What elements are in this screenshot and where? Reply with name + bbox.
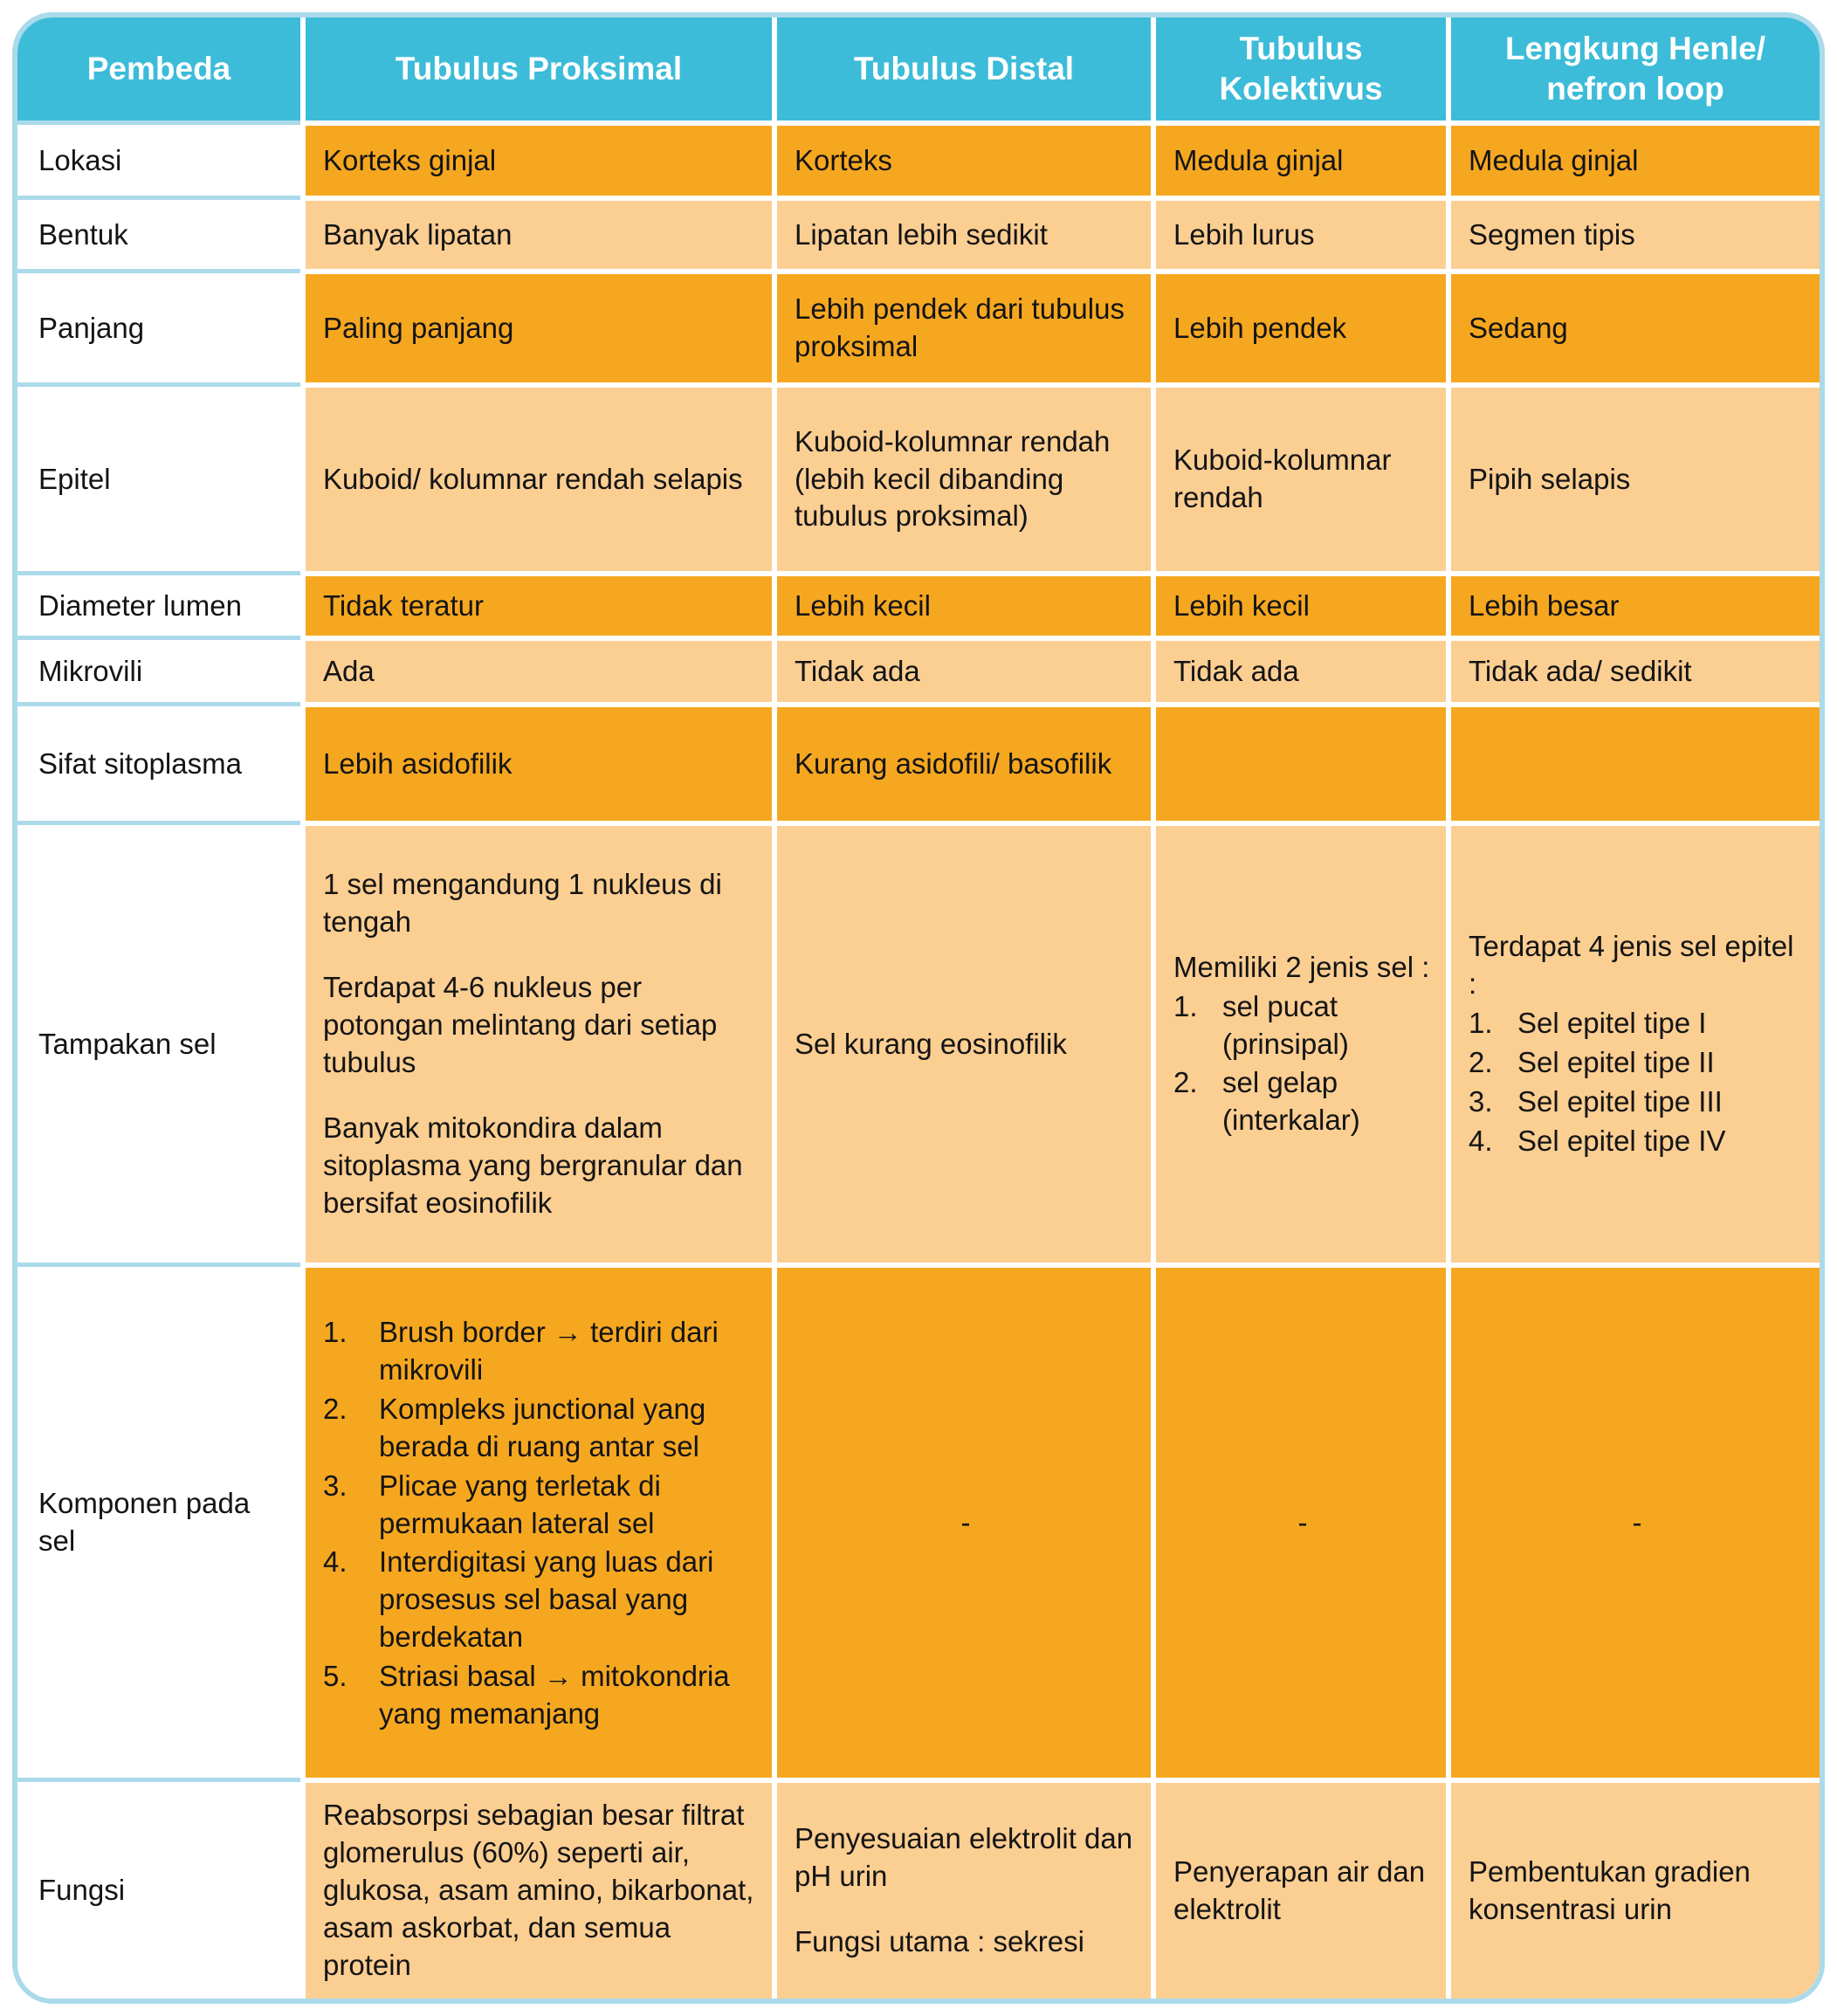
list-text: Sel epitel tipe II xyxy=(1517,1046,1715,1078)
cell-paragraph: Reabsorpsi sebagian besar filtrat glomerulus (60%) seperti air, glukosa, asam amino, bikarbonat, asam askorbat, dan semua protein xyxy=(323,1799,754,1981)
cell-paragraph: Banyak mitokondira dalam sitoplasma yang bergranular dan bersifat eosinofilik xyxy=(323,1111,743,1219)
row-label-bentuk: Bentuk xyxy=(17,201,300,269)
data-cell-lokasi-col1 xyxy=(306,126,772,196)
cell-paragraph: Fungsi utama : sekresi xyxy=(795,1924,1084,1958)
data-cell-diameter-lumen-col3 xyxy=(1156,576,1446,636)
list-item xyxy=(323,1468,758,1543)
list-item xyxy=(323,1314,758,1389)
cell-paragraph: Tidak teratur xyxy=(323,588,485,622)
list-number: 3. xyxy=(323,1469,347,1502)
cell-paragraph: Lebih pendek xyxy=(1173,311,1347,344)
row-label-panjang: Panjang xyxy=(17,274,300,382)
row-label-lokasi: Lokasi xyxy=(17,126,300,196)
row-label-tampakan-sel: Tampakan sel xyxy=(17,826,300,1263)
data-cell-bentuk-col3 xyxy=(1156,201,1446,269)
data-cell-fungsi-col4 xyxy=(1451,1783,1820,1999)
column-header-tubulus-proksimal: Tubulus Proksimal xyxy=(306,17,772,120)
data-cell-panjang-col2 xyxy=(777,274,1151,382)
data-cell-tampakan-sel-col2 xyxy=(777,826,1151,1263)
data-cell-epitel-col1 xyxy=(306,388,772,571)
list-item xyxy=(1469,1044,1806,1082)
column-header-tubulus-distal: Tubulus Distal xyxy=(777,17,1151,120)
data-cell-tampakan-sel-col4 xyxy=(1451,826,1820,1263)
cell-paragraph: Lebih kecil xyxy=(1173,588,1310,622)
cell-paragraph: Korteks ginjal xyxy=(323,143,497,176)
list-number: 2. xyxy=(323,1392,347,1425)
cell-paragraph: Lebih kecil xyxy=(795,588,931,622)
data-cell-epitel-col3 xyxy=(1156,388,1446,571)
column-header-tubulus-kolektivus: Tubulus Kolektivus xyxy=(1156,17,1446,120)
cell-paragraph: Sel kurang eosinofilik xyxy=(795,1027,1067,1060)
cell-paragraph: Kuboid/ kolumnar rendah selapis xyxy=(323,462,743,495)
data-cell-fungsi-col3 xyxy=(1156,1783,1446,1999)
cell-paragraph: Segmen tipis xyxy=(1469,217,1635,251)
data-cell-mikrovili-col1 xyxy=(306,641,772,702)
data-cell-mikrovili-col2 xyxy=(777,641,1151,702)
list-text: Interdigitasi yang luas dari prosesus sel basal yang berdekatan xyxy=(379,1545,714,1654)
cell-paragraph: Medula ginjal xyxy=(1469,143,1639,176)
data-cell-diameter-lumen-col4 xyxy=(1451,576,1820,636)
data-cell-panjang-col3 xyxy=(1156,274,1446,382)
row-label-fungsi: Fungsi xyxy=(17,1783,300,1999)
list-text: Sel epitel tipe IV xyxy=(1517,1124,1726,1157)
cell-paragraph: Pembentukan gradien konsentrasi urin xyxy=(1469,1854,1751,1925)
data-cell-fungsi-col2 xyxy=(777,1783,1151,1999)
column-header-pembeda: Pembeda xyxy=(17,17,300,120)
data-cell-lokasi-col2 xyxy=(777,126,1151,196)
row-label-epitel: Epitel xyxy=(17,388,300,571)
list-number: 2. xyxy=(1469,1046,1493,1078)
data-cell-fungsi-col1 xyxy=(306,1783,772,1999)
data-cell-epitel-col2 xyxy=(777,388,1151,571)
data-cell-sifat-sitoplasma-col3 xyxy=(1156,707,1446,821)
list-number: 1. xyxy=(1173,989,1198,1022)
list-text: Sel epitel tipe I xyxy=(1517,1007,1707,1040)
row-label-mikrovili: Mikrovili xyxy=(17,641,300,702)
data-cell-komponen-pada-sel-col2 xyxy=(777,1268,1151,1778)
cell-paragraph: Terdapat 4-6 nukleus per potongan melintang dari setiap tubulus xyxy=(323,971,718,1078)
data-cell-diameter-lumen-col2 xyxy=(777,576,1151,636)
dash-placeholder: - xyxy=(960,1505,971,1538)
data-cell-sifat-sitoplasma-col4 xyxy=(1451,707,1820,821)
column-header-lengkung-henle: Lengkung Henle/ nefron loop xyxy=(1451,17,1820,120)
data-cell-sifat-sitoplasma-col1 xyxy=(306,707,772,821)
list-item xyxy=(323,1658,758,1733)
cell-paragraph: Kurang asidofili/ basofilik xyxy=(795,747,1112,780)
list-text: Striasi basal → mitokondria yang memanjang xyxy=(379,1660,730,1730)
list-text: sel gelap (interkalar) xyxy=(1222,1066,1360,1137)
data-cell-mikrovili-col4 xyxy=(1451,641,1820,702)
list-item xyxy=(1173,988,1432,1063)
data-cell-bentuk-col4 xyxy=(1451,201,1820,269)
cell-paragraph: Pipih selapis xyxy=(1469,462,1631,495)
table-grid xyxy=(17,17,1820,1999)
cell-paragraph: Lebih lurus xyxy=(1173,217,1315,251)
list-intro: Memiliki 2 jenis sel : xyxy=(1173,950,1430,983)
cell-paragraph: Tidak ada xyxy=(795,654,920,687)
cell-paragraph: Medula ginjal xyxy=(1173,143,1344,176)
row-label-sifat-sitoplasma: Sifat sitoplasma xyxy=(17,707,300,821)
list-number: 3. xyxy=(1469,1084,1493,1118)
list-item xyxy=(1469,1084,1806,1121)
cell-paragraph: Lebih pendek dari tubulus proksimal xyxy=(795,292,1125,362)
data-cell-diameter-lumen-col1 xyxy=(306,576,772,636)
cell-paragraph: Penyesuaian elektrolit dan pH urin xyxy=(795,1822,1133,1893)
cell-paragraph: Korteks xyxy=(795,143,892,176)
data-cell-komponen-pada-sel-col3 xyxy=(1156,1268,1446,1778)
cell-paragraph: Lipatan lebih sedikit xyxy=(795,217,1048,251)
data-cell-lokasi-col4 xyxy=(1451,126,1820,196)
list-item xyxy=(1469,1005,1806,1042)
cell-paragraph: Kuboid-kolumnar rendah xyxy=(1173,444,1392,513)
row-label-komponen-pada-sel: Komponen pada sel xyxy=(17,1268,300,1778)
list-number: 1. xyxy=(1469,1007,1493,1040)
list-text: Kompleks junctional yang berada di ruang antar sel xyxy=(379,1392,706,1462)
data-cell-tampakan-sel-col3 xyxy=(1156,826,1446,1263)
list-number: 4. xyxy=(323,1545,347,1579)
cell-paragraph: Ada xyxy=(323,654,375,687)
data-cell-komponen-pada-sel-col4 xyxy=(1451,1268,1820,1778)
cell-paragraph: Lebih besar xyxy=(1469,588,1620,622)
cell-paragraph: Sedang xyxy=(1469,311,1568,344)
row-label-diameter-lumen: Diameter lumen xyxy=(17,576,300,636)
data-cell-lokasi-col3 xyxy=(1156,126,1446,196)
list-intro: Terdapat 4 jenis sel epitel : xyxy=(1469,930,1794,1001)
dash-placeholder: - xyxy=(1297,1505,1308,1538)
cell-paragraph: 1 sel mengandung 1 nukleus di tengah xyxy=(323,868,722,939)
data-cell-sifat-sitoplasma-col2 xyxy=(777,707,1151,821)
cell-paragraph: Lebih asidofilik xyxy=(323,747,513,780)
cell-paragraph: Tidak ada xyxy=(1173,654,1299,687)
cell-paragraph: Banyak lipatan xyxy=(323,217,513,251)
data-cell-komponen-pada-sel-col1 xyxy=(306,1268,772,1778)
list-item xyxy=(1469,1123,1806,1160)
list-number: 2. xyxy=(1173,1066,1198,1099)
dash-placeholder: - xyxy=(1632,1505,1642,1538)
list-text: Sel epitel tipe III xyxy=(1517,1084,1723,1118)
list-number: 4. xyxy=(1469,1124,1493,1157)
data-cell-tampakan-sel-col1 xyxy=(306,826,772,1263)
list-text: Plicae yang terletak di permukaan lateral sel xyxy=(379,1469,661,1539)
cell-paragraph: Paling panjang xyxy=(323,311,514,344)
cell-paragraph: Kuboid-kolumnar rendah (lebih kecil dibanding tubulus proksimal) xyxy=(795,424,1111,533)
data-cell-panjang-col1 xyxy=(306,274,772,382)
list-text: Brush border → terdiri dari mikrovili xyxy=(379,1316,719,1386)
list-number: 1. xyxy=(323,1316,347,1349)
list-text: sel pucat (prinsipal) xyxy=(1222,989,1349,1060)
data-cell-bentuk-col1 xyxy=(306,201,772,269)
cell-paragraph: Penyerapan air dan elektrolit xyxy=(1173,1854,1426,1925)
comparison-table xyxy=(12,12,1825,2004)
cell-paragraph: Tidak ada/ sedikit xyxy=(1469,654,1692,687)
list-item xyxy=(323,1544,758,1656)
list-item xyxy=(1173,1064,1432,1139)
data-cell-mikrovili-col3 xyxy=(1156,641,1446,702)
list-number: 5. xyxy=(323,1660,347,1693)
data-cell-panjang-col4 xyxy=(1451,274,1820,382)
data-cell-epitel-col4 xyxy=(1451,388,1820,571)
data-cell-bentuk-col2 xyxy=(777,201,1151,269)
list-item xyxy=(323,1391,758,1466)
